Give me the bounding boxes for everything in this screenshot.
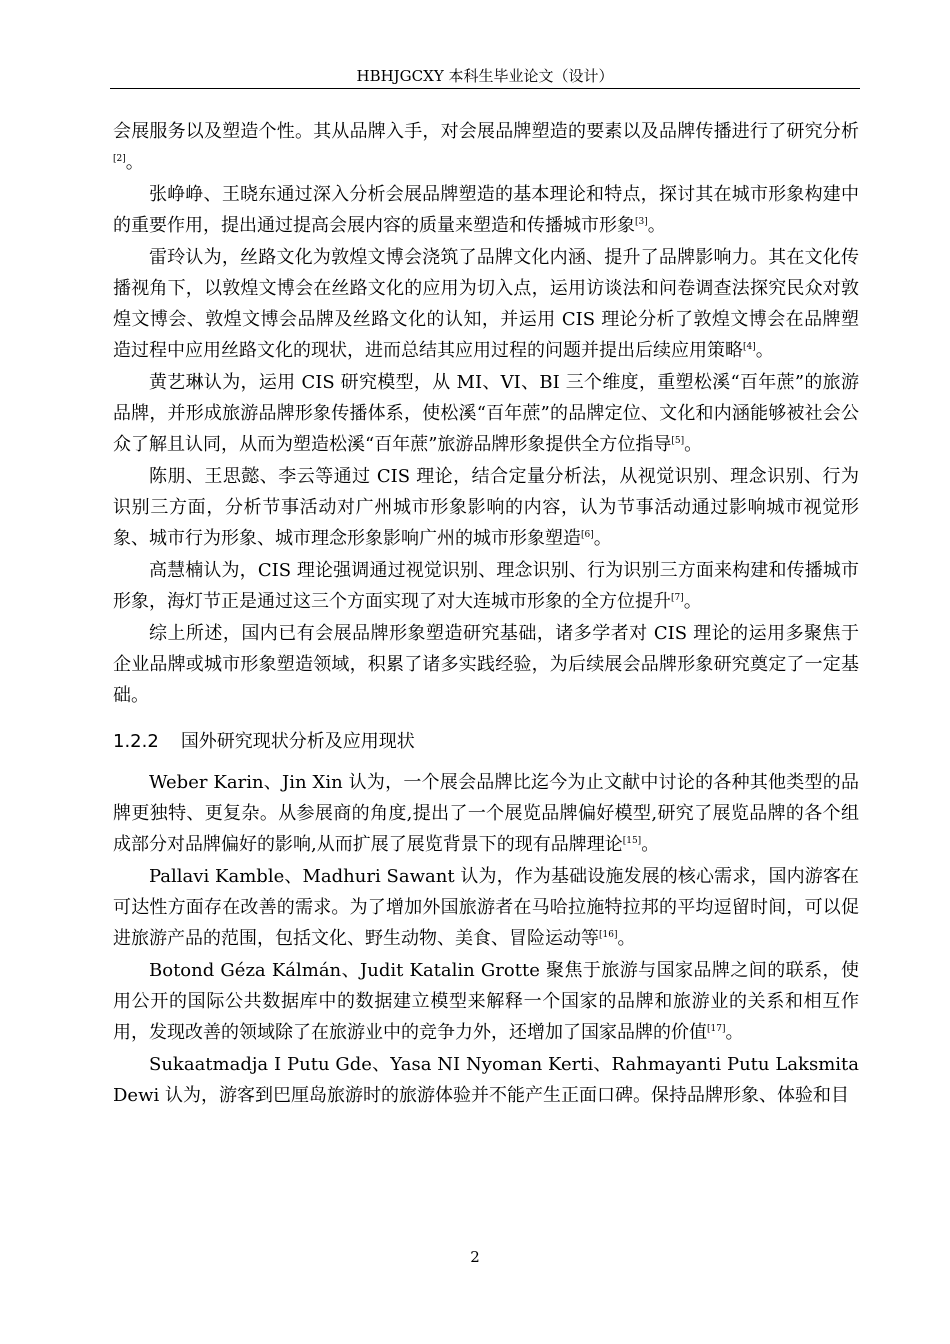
citation[interactable]: [2] [113, 154, 126, 164]
paragraph: 雷玲认为，丝路文化为敦煌文博会浇筑了品牌文化内涵、提升了品牌影响力。其在文化传播视角下，以敦煌文博会在丝路文化的应用为切入点，运用访谈法和问卷调查法探究民众对敦煌文博会、敦煌文博会品牌及丝路文化的认知，并运用 CIS 理论分析了敦煌文博会在品牌塑造过程中应用丝路文化的现状，进而总结其应用过程的问题并提出后续应用策略[4]。 [113, 247, 859, 361]
paragraph: 陈朋、王思懿、李云等通过 CIS 理论，结合定量分析法，从视觉识别、理念识别、行为识别三方面，分析节事活动对广州城市形象影响的内容，认为节事活动通过影响城市视觉形象、城市行为形象、城市理念形象影响广州的城市形象塑造[6]。 [113, 466, 859, 549]
section-number: 1.2.2 [113, 731, 159, 752]
paragraph: 综上所述，国内已有会展品牌形象塑造研究基础，诸多学者对 CIS 理论的运用多聚焦于企业品牌或城市形象塑造领域，积累了诸多实践经验，为后续展会品牌形象研究奠定了一定基础。 [113, 623, 859, 706]
citation[interactable]: [15] [622, 836, 642, 846]
paragraph: 张峥峥、王晓东通过深入分析会展品牌塑造的基本理论和特点，探讨其在城市形象构建中的重要作用，提出通过提高会展内容的质量来塑造和传播城市形象[3]。 [113, 184, 859, 236]
citation[interactable]: [17] [707, 1024, 726, 1034]
paragraph: Sukaatmadja I Putu Gde、Yasa NI Nyoman Kerti、Rahmayanti Putu Laksmita Dewi 认为，游客到巴厘岛旅游时的旅游体验并不能产生正面口碑。保持品牌形象、体验和目 [113, 1054, 859, 1106]
paragraph: Pallavi Kamble、Madhuri Sawant 认为，作为基础设施发展的核心需求，国内游客在可达性方面存在改善的需求。为了增加外国旅游者在马哈拉施特拉邦的平均逗留时间，可以促进旅游产品的范围，包括文化、野生动物、美食、冒险运动等[16]。 [113, 866, 859, 949]
paragraph: 黄艺琳认为，运用 CIS 研究模型，从 MI、VI、BI 三个维度，重塑松溪“百年蔗”的旅游品牌，并形成旅游品牌形象传播体系，使松溪“百年蔗”的品牌定位、文化和内涵能够被社会公众了解且认同，从而为塑造松溪“百年蔗”旅游品牌形象提供全方位指导[5]。 [113, 372, 859, 455]
header-rule [110, 88, 860, 89]
section-title: 国外研究现状分析及应用现状 [180, 731, 415, 752]
paragraph: Weber Karin、Jin Xin 认为，一个展会品牌比迄今为止文献中讨论的各种其他类型的品牌更独特、更复杂。从参展商的角度,提出了一个展览品牌偏好模型,研究了展览品牌的各个组成部分对品牌偏好的影响,从而扩展了展览背景下的现有品牌理论[15]。 [113, 772, 859, 855]
citation[interactable]: [16] [599, 930, 618, 940]
running-header: HBHJGCXY 本科生毕业论文（设计） [356, 67, 614, 85]
citation[interactable]: [6] [581, 530, 594, 540]
citation[interactable]: [3] [635, 217, 648, 227]
citation[interactable]: [7] [671, 593, 684, 603]
paragraph: 高慧楠认为，CIS 理论强调通过视觉识别、理念识别、行为识别三方面来构建和传播城市形象，海灯节正是通过这三个方面实现了对大连城市形象的全方位提升[7]。 [113, 560, 859, 612]
paragraph: 会展服务以及塑造个性。其从品牌入手，对会展品牌塑造的要素以及品牌传播进行了研究分析[2]。 [113, 121, 859, 173]
citation[interactable]: [5] [671, 436, 685, 446]
citation[interactable]: [4] [743, 342, 756, 352]
body-text [113, 116, 859, 1111]
section-heading [113, 727, 859, 757]
page-number: 2 [470, 1248, 480, 1266]
paragraph: Botond Géza Kálmán、Judit Katalin Grotte 聚焦于旅游与国家品牌之间的联系，使用公开的国际公共数据库中的数据建立模型来解释一个国家的品牌和旅游业的关系和相互作用，发现改善的领域除了在旅游业中的竞争力外，还增加了国家品牌的价值[17]。 [113, 960, 859, 1043]
